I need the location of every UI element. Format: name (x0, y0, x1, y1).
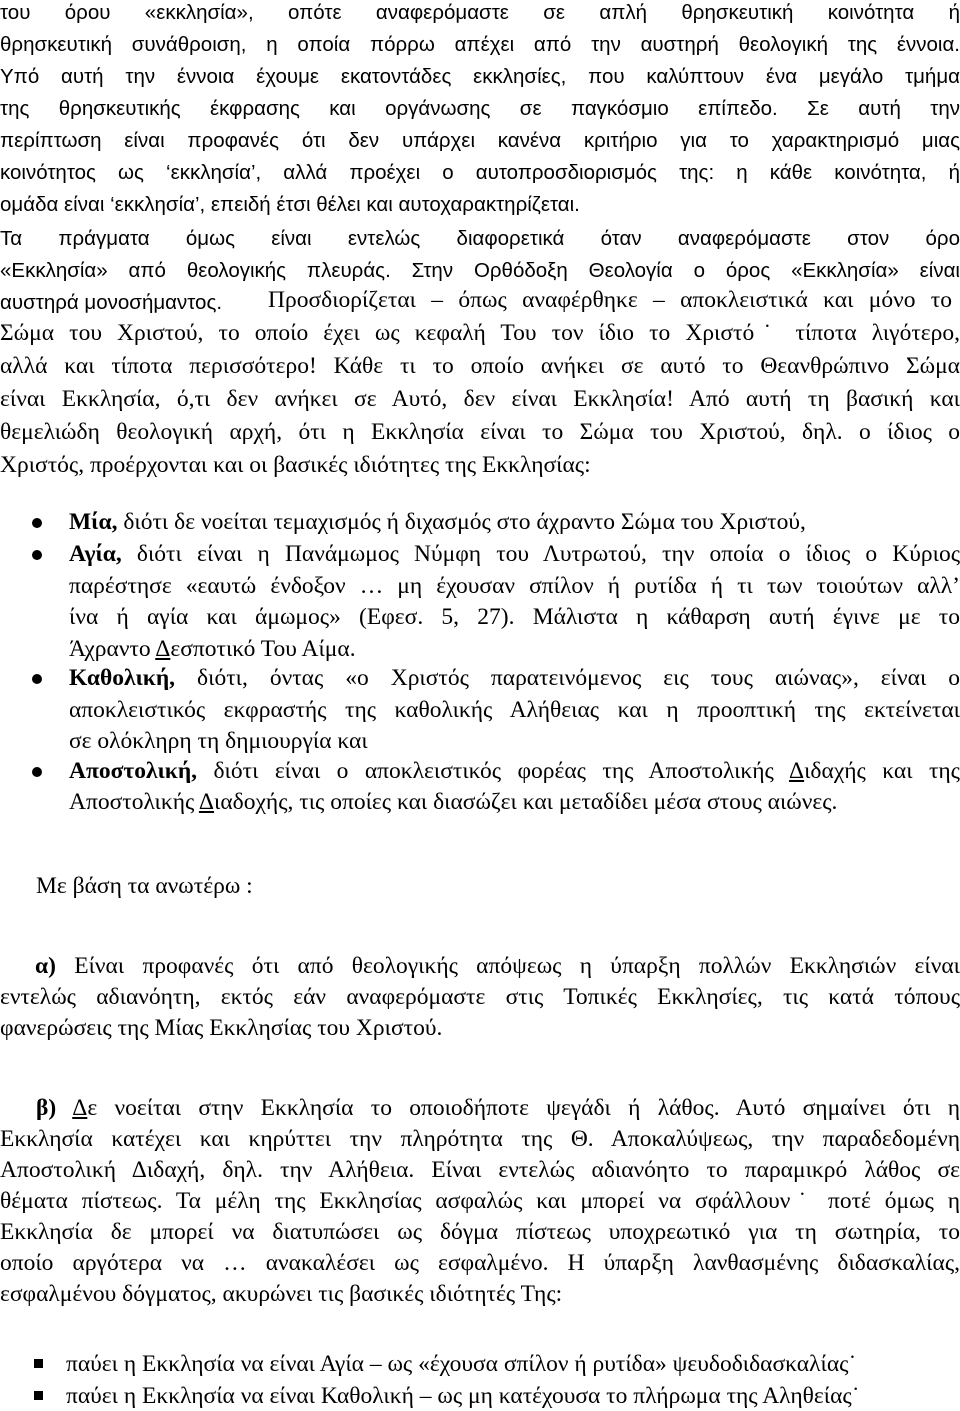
list-item-line: παρέστησε «εαυτώ ένδοξον … μη έχουσαν σπίλον ή ρυτίδα ή τι των τοιούτων αλλ’ (69, 575, 960, 599)
paragraph-line: Εκκλησία κατέχει και κηρύττει την πληρότητα της Θ. Αποκαλύψεως, την παραδεδομένη (0, 1128, 960, 1152)
paragraph-text: αυστηρά μονοσήμαντος. (0, 291, 223, 314)
paragraph-line: οποίο αργότερα να … ανακαλέσει ως εσφαλμένο. Η ύπαρξη λανθασμένης διδασκαλίας, (0, 1252, 960, 1276)
list-item-line: ίνα ή αγία και άμωμος» (Εφεσ. 5, 27). Μάλιστα η κάθαρση αυτή έγινε με το (69, 606, 960, 630)
list-item (69, 511, 949, 535)
paragraph-line: «Εκκλησία» από θεολογικής πλευράς. Στην Ορθόδοξη Θεολογία ο όρος «Εκκλησία» είναι (0, 261, 960, 282)
list-item-term: Καθολική, (69, 667, 176, 691)
paragraph-line: θρησκευτική συνάθροιση, η οποία πόρρω απέχει από την αυστηρή θεολογική της έννοια. (0, 35, 960, 56)
paragraph-line: του όρου «εκκλησία», οπότε αναφερόμαστε σε απλή θρησκευτική κοινότητα ή (0, 3, 960, 24)
list-item-text: διότι, όντας «ο Χριστός παρατεινόμενος εις τους αιώνας», είναι ο (197, 667, 960, 691)
list-item (69, 543, 960, 567)
list-item-text: διότι είναι ο αποκλειστικός φορέας της Αποστολικής Διδαχής και της (213, 760, 960, 784)
point-a (35, 955, 960, 979)
paragraph-text: Προσδιορίζεται – όπως αναφέρθηκε – αποκλειστικά και μόνο το (268, 289, 952, 313)
point-label: β) (36, 1097, 57, 1121)
point-text: Είναι προφανές ότι από θεολογικής απόψεως η ύπαρξη πολλών Εκκλησιών είναι (74, 955, 960, 979)
paragraph-line: Εκκλησία δε μπορεί να διατυπώσει ως δόγμα πίστεως υποχρεωτικό για τη σωτηρία, το (0, 1221, 960, 1245)
list-item-text: διότι είναι η Πανάμωμος Νύμφη του Λυτρωτού, την οποία ο ίδιος ο Κύριος (136, 543, 960, 567)
paragraph-line-mixed (0, 289, 960, 319)
list-item: παύει η Εκκλησία να είναι Καθολική – ως μη κατέχουσα το πλήρωμα της Αληθείας˙ (66, 1385, 860, 1409)
paragraph-line: φανερώσεις της Μίας Εκκλησίας του Χριστού. (0, 1017, 443, 1041)
list-item-text: διότι δε νοείται τεμαχισμός ή διχασμός στο άχραντο Σώμα του Χριστού, (123, 511, 806, 535)
point-b (36, 1097, 960, 1121)
paragraph-line: θέματα πίστεως. Τα μέλη της Εκκλησίας ασφαλώς και μπορεί να σφάλλουν˙ ποτέ όμως η (0, 1190, 960, 1214)
paragraph-line: αλλά και τίποτα περισσότερο! Κάθε τι το οποίο ανήκει σε αυτό το Θεανθρώπινο Σώμα (0, 355, 960, 379)
paragraph-line: ομάδα είναι ‘εκκλησία’, επειδή έτσι θέλει και αυτοχαρακτηρίζεται. (0, 195, 580, 216)
paragraph-line: Αποστολική Διδαχή, δηλ. την Αλήθεια. Είναι εντελώς αδιανόητο το παραμικρό λάθος σε (0, 1159, 960, 1183)
list-item (69, 760, 960, 784)
list-item-term: Μία, (69, 511, 118, 535)
point-text: Δε νοείται στην Εκκλησία το οποιοδήποτε ψεγάδι ή λάθος. Αυτό σημαίνει ότι η (72, 1097, 960, 1121)
paragraph-line: περίπτωση είναι προφανές ότι δεν υπάρχει κανένα κριτήριο για το χαρακτηρισμό μιας (0, 131, 960, 152)
paragraph-line: της θρησκευτικής έκφρασης και οργάνωσης σε παγκόσμιο επίπεδο. Σε αυτή την (0, 99, 960, 120)
paragraph-line: θεμελιώδη θεολογική αρχή, ότι η Εκκλησία είναι το Σώμα του Χριστού, δηλ. ο ίδιος ο (0, 421, 960, 445)
paragraph-line: εσφαλμένου δόγματος, ακυρώνει τις βασικές ιδιότητές Της: (0, 1283, 563, 1307)
list-item-line: αποκλειστικός εκφραστής της καθολικής Αλήθειας και η προοπτική της εκτείνεται (69, 699, 960, 723)
paragraph-line: είναι Εκκλησία, ό,τι δεν ανήκει σε Αυτό, δεν είναι Εκκλησία! Από αυτή τη βασική και (0, 388, 960, 412)
list-item-term: Αποστολική, (69, 760, 198, 784)
list-item (69, 667, 960, 691)
bullet-icon (32, 518, 42, 528)
paragraph-line: Υπό αυτή την έννοια έχουμε εκατοντάδες εκκλησίες, που καλύπτουν ένα μεγάλο τμήμα (0, 67, 960, 88)
bullet-icon (32, 550, 42, 560)
paragraph-line: εντελώς αδιανόητη, εκτός εάν αναφερόμαστε στις Τοπικές Εκκλησίες, τις κατά τόπους (0, 986, 960, 1010)
paragraph-line: Τα πράγματα όμως είναι εντελώς διαφορετικά όταν αναφερόμαστε στον όρο (0, 229, 960, 250)
paragraph-line: κοινότητος ως ‘εκκλησία’, αλλά προέχει ο αυτοπροσδιορισμός της: η κάθε κοινότητα, ή (0, 163, 960, 184)
paragraph-line: Σώμα του Χριστού, το οποίο έχει ως κεφαλή Του τον ίδιο το Χριστό˙ τίποτα λιγότερο, (0, 322, 960, 346)
bullet-icon (32, 674, 42, 684)
square-bullet-icon (34, 1391, 43, 1400)
list-item-line: Άχραντο Δεσποτικό Του Αίμα. (69, 638, 356, 662)
conclusion-heading: Με βάση τα ανωτέρω : (36, 875, 253, 899)
list-item-term: Αγία, (69, 543, 122, 567)
paragraph-line: Χριστός, προέρχονται και οι βασικές ιδιότητες της Εκκλησίας: (0, 454, 591, 478)
square-bullet-icon (34, 1359, 43, 1368)
point-label: α) (35, 955, 56, 979)
list-item: παύει η Εκκλησία να είναι Αγία – ως «έχουσα σπίλον ή ρυτίδα» ψευδοδιδασκαλίας˙ (66, 1353, 857, 1377)
list-item-line: Αποστολικής Διαδοχής, τις οποίες και διασώζει και μεταδίδει μέσα στους αιώνες. (69, 791, 838, 815)
bullet-icon (32, 767, 42, 777)
list-item-line: σε ολόκληρη τη δημιουργία και (69, 730, 368, 754)
